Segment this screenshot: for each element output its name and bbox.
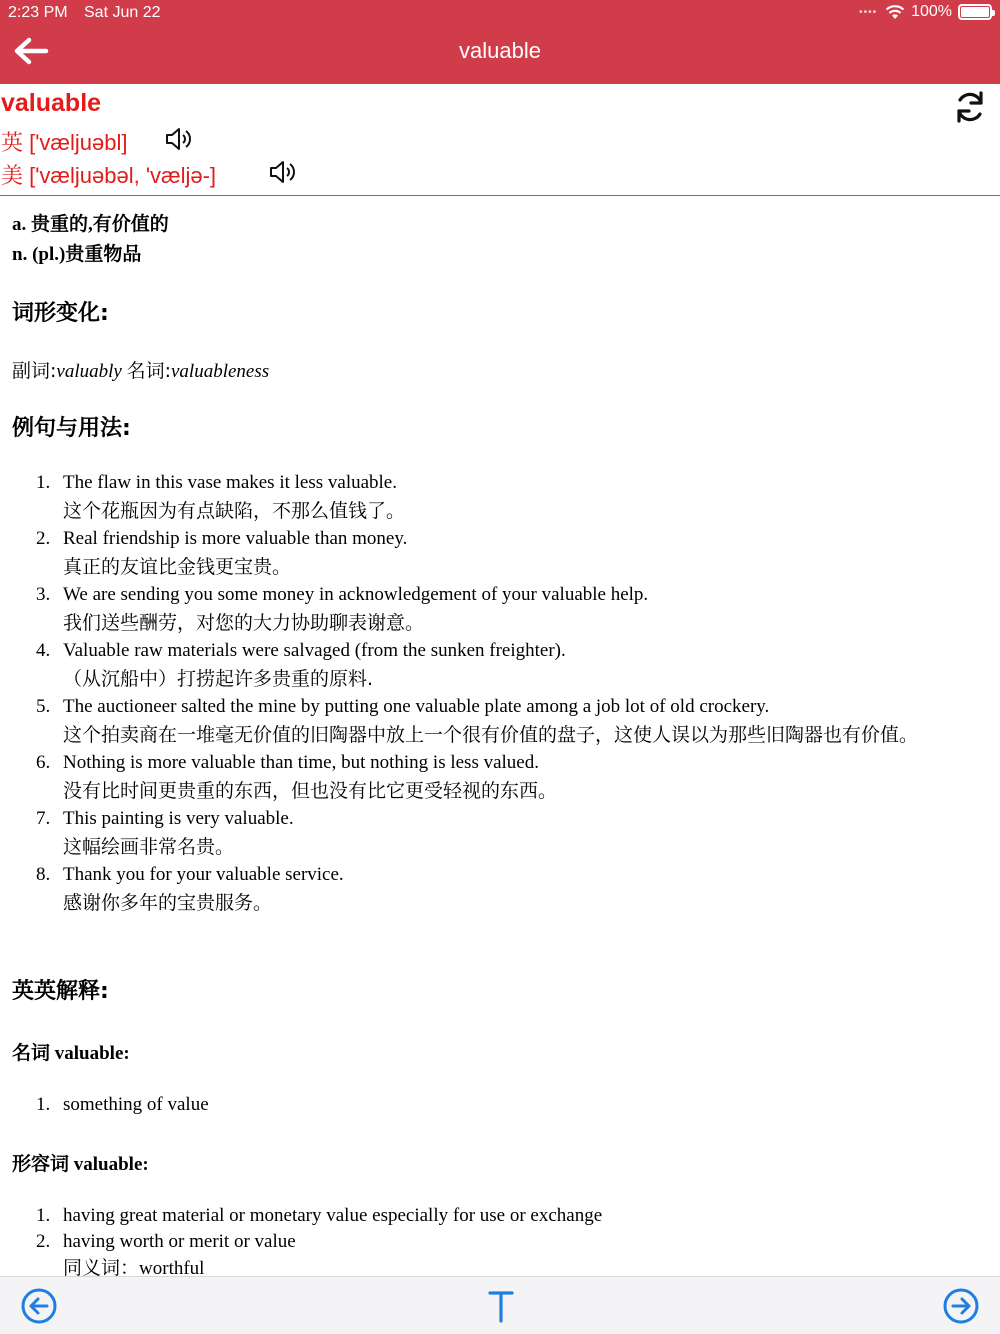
page-title: valuable — [459, 38, 541, 63]
adjective-subhead-cn: 形容词 — [12, 1153, 70, 1175]
example-chinese: 感谢你多年的宝贵服务。 — [63, 892, 273, 914]
adjective-subhead — [12, 1149, 149, 1176]
example-chinese: 没有比时间更贵重的东西，但也没有比它更受轻视的东西。 — [63, 780, 558, 802]
example-number: 7. — [36, 808, 51, 829]
sense-item — [36, 1229, 976, 1276]
sense-text: having worth or merit or value — [63, 1231, 296, 1252]
example-number: 4. — [36, 640, 51, 661]
battery-icon — [958, 4, 992, 20]
text-size-icon[interactable] — [482, 1287, 520, 1325]
battery-percent: 100% — [911, 3, 952, 20]
example-item — [36, 693, 976, 749]
circle-arrow-left-icon[interactable] — [20, 1287, 58, 1325]
definition-content[interactable] — [12, 196, 988, 1276]
example-english: The flaw in this vase makes it less valuable. — [63, 472, 397, 493]
status-date: Sat Jun 22 — [84, 4, 161, 21]
example-chinese: 真正的友谊比金钱更宝贵。 — [63, 556, 292, 578]
sense-number: 2. — [36, 1231, 51, 1252]
noun-sense-list — [36, 1092, 976, 1118]
example-chinese: 这个花瓶因为有点缺陷，不那么值钱了。 — [63, 500, 406, 522]
synonym-line — [63, 1255, 976, 1276]
example-number: 3. — [36, 584, 51, 605]
example-english: The auctioneer salted the mine by putting one valuable plate among a job lot of old crockery. — [63, 696, 770, 717]
example-item — [36, 861, 976, 917]
example-chinese: 我们送些酬劳，对您的大力协助聊表谢意。 — [63, 612, 425, 634]
sense-number: 1. — [36, 1205, 51, 1226]
example-item — [36, 637, 976, 693]
speaker-icon-uk[interactable] — [163, 124, 193, 154]
bottom-toolbar — [0, 1276, 1000, 1334]
adjective-subhead-en: valuable: — [69, 1154, 149, 1175]
adjective-sense-list — [36, 1203, 976, 1276]
example-number: 2. — [36, 528, 51, 549]
example-number: 8. — [36, 864, 51, 885]
adverb-form: valuably — [56, 361, 122, 382]
definitions — [12, 210, 169, 270]
example-chinese: 这幅绘画非常名贵。 — [63, 836, 235, 858]
noun-label: 名词: — [126, 360, 171, 382]
synonym-value[interactable]: worthful — [139, 1258, 205, 1276]
word-header — [0, 84, 1000, 196]
example-item — [36, 469, 976, 525]
navigation-bar — [0, 0, 1000, 84]
example-item — [36, 749, 976, 805]
example-item — [36, 581, 976, 637]
speaker-icon-us[interactable] — [267, 157, 297, 187]
sense-text: something of value — [63, 1094, 209, 1115]
example-item — [36, 805, 976, 861]
headword: valuable — [1, 89, 102, 117]
signal-icon: •••• — [859, 6, 878, 18]
section-title-forms: 词形变化: — [12, 301, 109, 326]
noun-subhead — [12, 1038, 130, 1065]
example-english: Nothing is more valuable than time, but nothing is less valued. — [63, 752, 539, 773]
status-time: 2:23 PM — [8, 4, 68, 21]
example-english: Thank you for your valuable service. — [63, 864, 344, 885]
sense-text: having great material or monetary value especially for use or exchange — [63, 1205, 603, 1226]
noun-form: valuableness — [171, 361, 270, 382]
example-number: 6. — [36, 752, 51, 773]
example-chinese: 这个拍卖商在一堆毫无价值的旧陶器中放上一个很有价值的盘子，这使人误以为那些旧陶器也有价值。 — [63, 724, 919, 746]
examples-list — [36, 469, 976, 917]
sense-item — [36, 1203, 976, 1229]
example-english: Valuable raw materials were salvaged (from the sunken freighter). — [63, 640, 566, 661]
word-forms — [12, 356, 269, 383]
sense-item — [36, 1092, 976, 1118]
us-pronunciation: 美 ['væljuəbəl, 'væljə-] — [1, 163, 217, 188]
definition-noun: n. (pl.)贵重物品 — [12, 244, 142, 265]
adverb-label: 副词: — [12, 360, 57, 382]
sense-number: 1. — [36, 1094, 51, 1115]
synonym-label: 同义词： — [63, 1257, 140, 1276]
status-bar — [0, 0, 1000, 28]
circle-arrow-right-icon[interactable] — [942, 1287, 980, 1325]
definition-adj: a. 贵重的,有价值的 — [12, 214, 169, 235]
example-item — [36, 525, 976, 581]
section-title-english: 英英解释: — [12, 979, 109, 1004]
example-chinese: （从沉船中）打捞起许多贵重的原料. — [63, 668, 374, 690]
uk-pronunciation: 英 ['væljuəbl] — [1, 130, 128, 155]
refresh-icon[interactable] — [952, 89, 988, 125]
example-number: 5. — [36, 696, 51, 717]
section-title-examples: 例句与用法: — [12, 416, 131, 441]
example-english: This painting is very valuable. — [63, 808, 294, 829]
example-number: 1. — [36, 472, 51, 493]
noun-subhead-en: valuable: — [50, 1043, 130, 1064]
status-right — [859, 3, 992, 21]
noun-subhead-cn: 名词 — [12, 1042, 51, 1064]
example-english: We are sending you some money in acknowledgement of your valuable help. — [63, 584, 649, 605]
wifi-icon — [885, 4, 905, 20]
example-english: Real friendship is more valuable than money. — [63, 528, 408, 549]
